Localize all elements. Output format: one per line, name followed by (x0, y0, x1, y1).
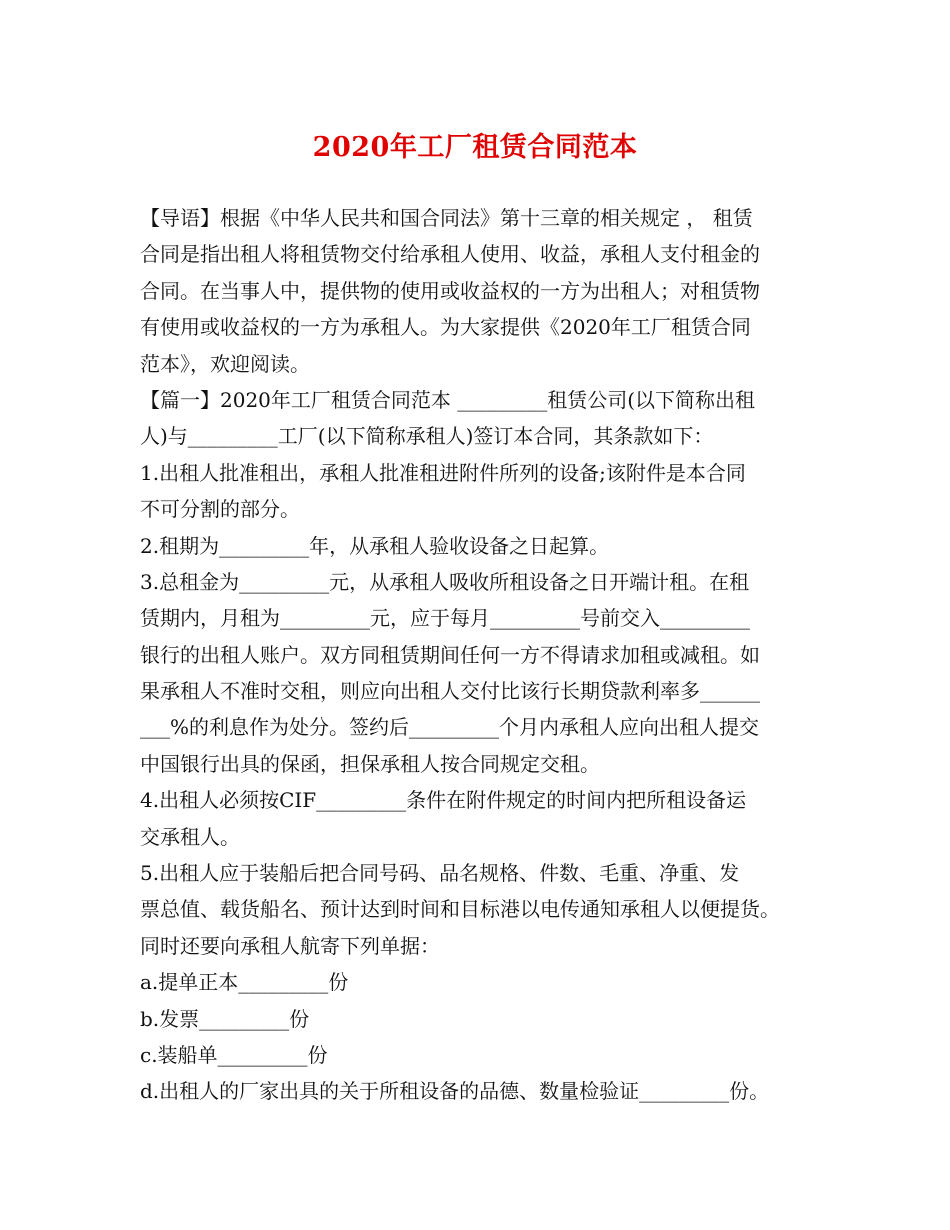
document-body (140, 200, 830, 1110)
text-line: 不可分割的部分。 (140, 497, 300, 522)
text-line: 果承租人不准时交租，则应向出租人交付比该行长期贷款利率多______ (140, 679, 760, 704)
text-line: a.提单正本_________份 (140, 970, 349, 995)
text-line: c.装船单_________份 (140, 1042, 328, 1067)
document-title: 2020年工厂租赁合同范本 (312, 132, 638, 163)
text-line: 5.出租人应于装船后把合同号码、品名规格、件数、毛重、净重、发 (140, 861, 740, 886)
text-line: ___%的利息作为处分。签约后_________个月内承租人应向出租人提交 (140, 715, 760, 740)
text-line: 交承租人。 (140, 824, 240, 849)
text-line: 2.租期为_________年，从承租人验收设备之日起算。 (140, 533, 610, 558)
text-line: d.出租人的厂家出具的关于所租设备的品德、数量检验证_________份。 (140, 1079, 770, 1104)
text-line: 【导语】根据《中华人民共和国合同法》第十三章的相关规定 ， 租赁 (140, 206, 753, 230)
text-line: 1.出租人批准租出，承租人批准租进附件所列的设备;该附件是本合同 (140, 460, 746, 485)
text-line: 人)与_________工厂(以下简称承租人)签订本合同，其条款如下： (140, 424, 714, 449)
text-line: 范本》，欢迎阅读。 (140, 351, 310, 376)
text-line: 合同。在当事人中，提供物的使用或收益权的一方为出租人；对租赁物 (140, 278, 760, 303)
text-line: b.发票_________份 (140, 1006, 310, 1031)
text-line: 票总值、载货船名、预计达到时间和目标港以电传通知承租人以便提货。 (140, 897, 780, 922)
text-line: 赁期内，月租为_________元，应于每月_________号前交入_________ (140, 606, 750, 631)
text-line: 3.总租金为_________元，从承租人吸收所租设备之日开端计租。在租 (140, 569, 750, 594)
text-line: 银行的出租人账户。双方同租赁期间任何一方不得请求加租或减租。如 (140, 642, 760, 667)
text-line: 【篇一】2020年工厂租赁合同范本 _________租赁公司(以下简称出租 (140, 387, 756, 412)
text-line: 中国银行出具的保函，担保承租人按合同规定交租。 (140, 751, 600, 776)
text-line: 同时还要向承租人航寄下列单据： (140, 933, 440, 958)
text-line: 合同是指出租人将租赁物交付给承租人使用、收益，承租人支付租金的 (140, 242, 760, 267)
text-line: 有使用或收益权的一方为承租人。为大家提供《2020年工厂租赁合同 (140, 315, 751, 340)
text-line: 4.出租人必须按CIF_________条件在附件规定的时间内把所租设备运 (140, 788, 747, 813)
